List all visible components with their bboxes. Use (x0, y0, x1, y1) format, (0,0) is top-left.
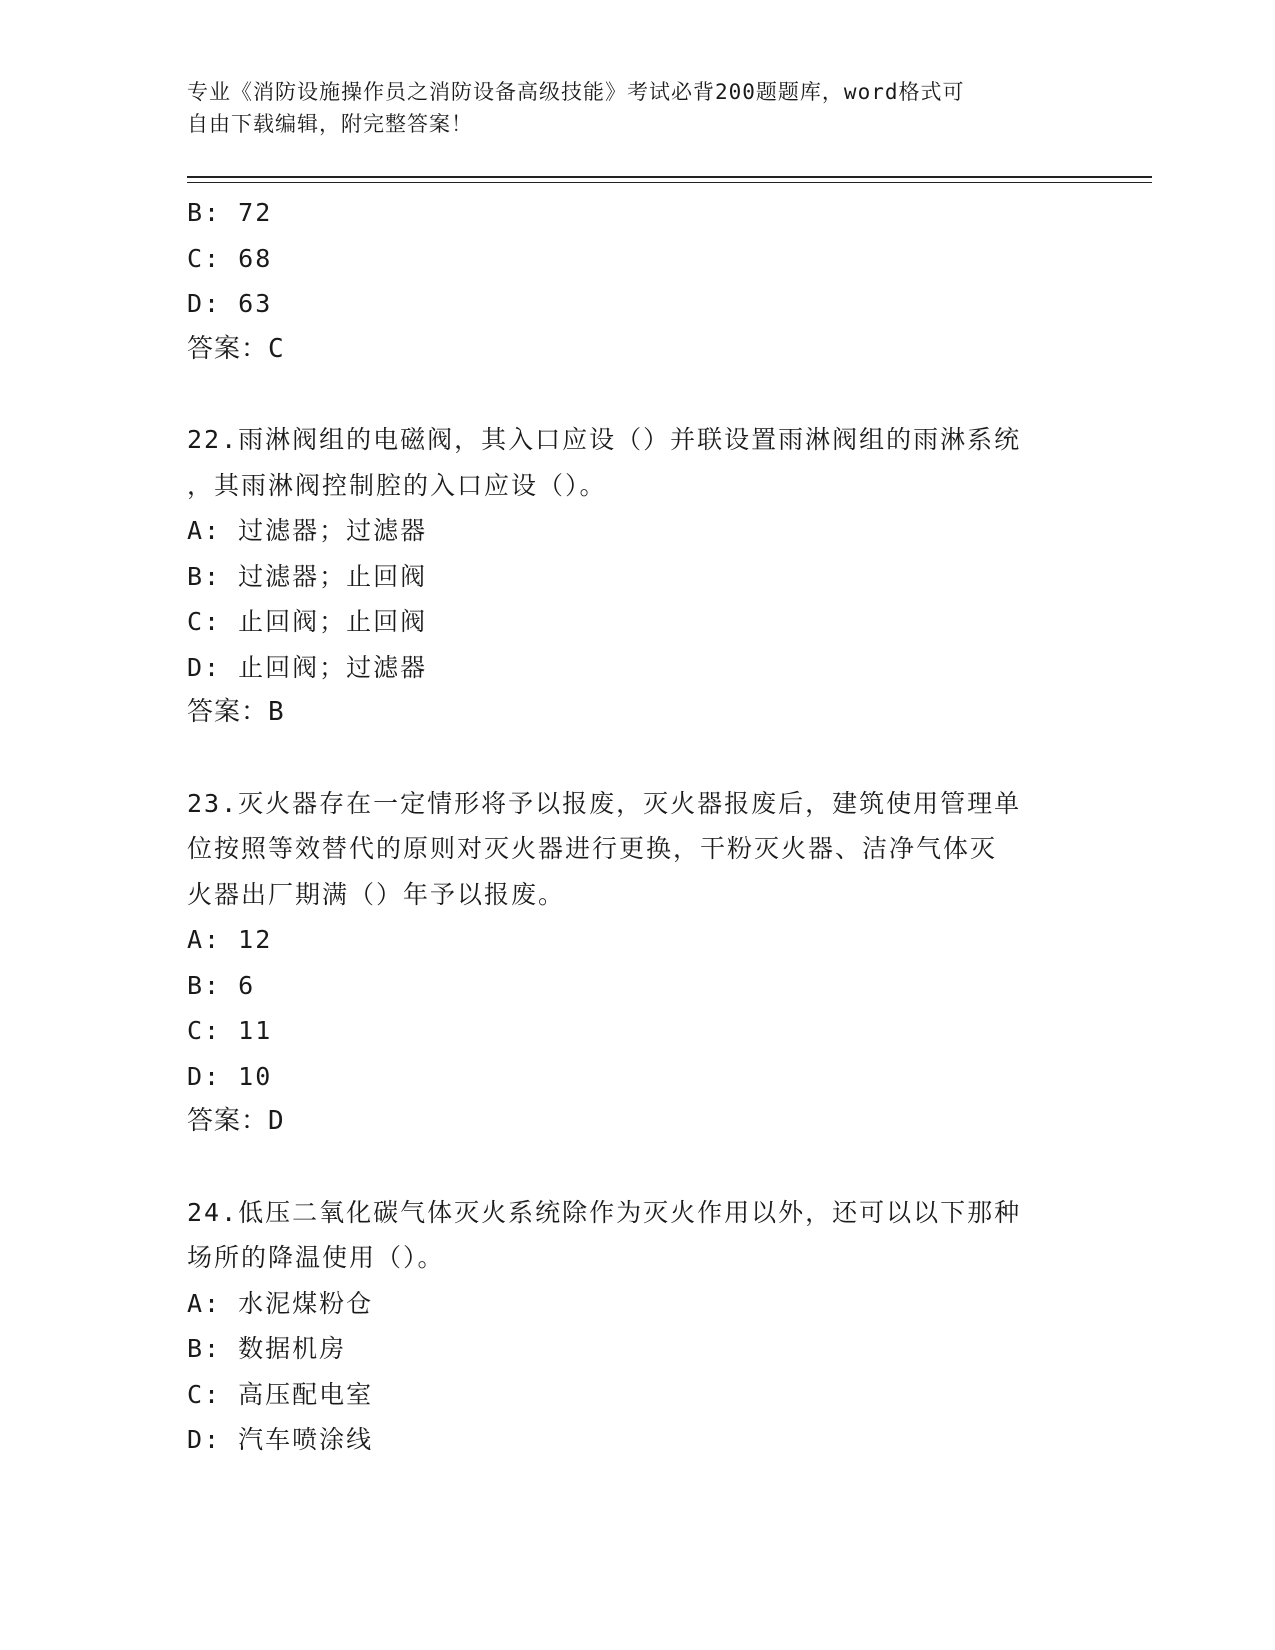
header-divider-thin (187, 182, 1152, 183)
question-stem-line: 24.低压二氧化碳气体灭火系统除作为灭火作用以外，还可以以下那种 (187, 1197, 1022, 1227)
option-d: D: 63 (187, 289, 273, 318)
option-c: C: 68 (187, 243, 273, 273)
question-stem-line: 23.灭火器存在一定情形将予以报废，灭火器报废后，建筑使用管理单 (187, 788, 1022, 818)
question-stem-line: 22.雨淋阀组的电磁阀，其入口应设（）并联设置雨淋阀组的雨淋系统 (187, 425, 1022, 454)
answer: 答案：B (187, 697, 285, 727)
question-22 (187, 417, 1087, 736)
question-21 (187, 190, 1087, 372)
document-header (187, 76, 1067, 140)
option-c: C: 止回阀；止回阀 (187, 607, 428, 636)
question-stem-line: 场所的降温使用（）。 (187, 1243, 445, 1272)
question-stem-line: 火器出厂期满（）年予以报废。 (187, 879, 566, 909)
question-list (187, 190, 1087, 1463)
question-stem-line: 位按照等效替代的原则对灭火器进行更换，干粉灭火器、洁净气体灭 (187, 834, 998, 863)
option-b: B: 数据机房 (187, 1334, 347, 1363)
question-24 (187, 1190, 1087, 1463)
option-a: A: 12 (187, 925, 273, 954)
header-line-2: 自由下载编辑，附完整答案！ (187, 112, 473, 136)
answer: 答案：D (187, 1106, 285, 1136)
question-23 (187, 781, 1087, 1145)
answer: 答案：C (187, 333, 285, 364)
option-b: B: 过滤器；止回阀 (187, 561, 428, 591)
header-divider-thick (187, 176, 1152, 178)
header-line-1: 专业《消防设施操作员之消防设备高级技能》考试必背200题题库，word格式可 (187, 80, 965, 104)
option-d: D: 汽车喷涂线 (187, 1425, 374, 1454)
option-d: D: 止回阀；过滤器 (187, 652, 428, 682)
option-c: C: 高压配电室 (187, 1379, 374, 1409)
question-stem-line: ，其雨淋阀控制腔的入口应设（）。 (187, 470, 607, 500)
option-b: B: 6 (187, 970, 256, 1000)
option-d: D: 10 (187, 1061, 273, 1091)
option-a: A: 过滤器；过滤器 (187, 516, 428, 545)
option-c: C: 11 (187, 1016, 273, 1045)
option-a: A: 水泥煤粉仓 (187, 1288, 374, 1318)
option-b: B: 72 (187, 198, 273, 227)
